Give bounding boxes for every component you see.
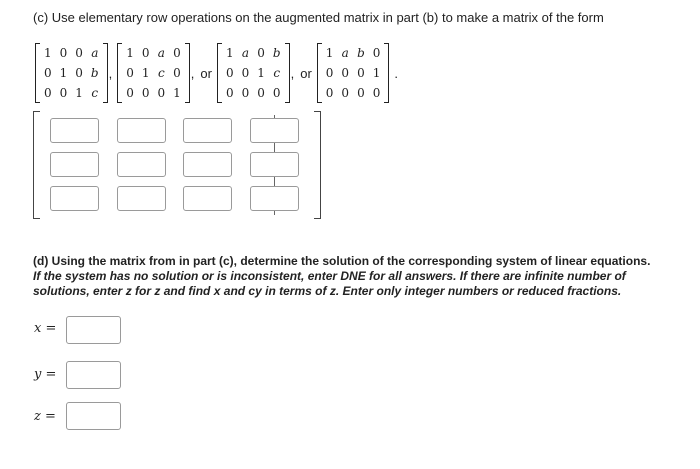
comma-separator: , [290,65,295,81]
z-label: z = [34,409,56,424]
or-separator: or [200,65,212,81]
matrix-cell-r1c3[interactable] [183,118,232,143]
x-answer-input[interactable] [66,316,121,344]
answer-matrix [33,111,321,219]
matrix-cell-r3c4[interactable] [250,186,299,211]
matrix-cell-r2c4[interactable] [250,152,299,177]
x-label: x = [34,321,57,336]
z-answer-input[interactable] [66,402,121,430]
matrix-cell-r2c2[interactable] [117,152,166,177]
matrix-cell-r2c1[interactable] [50,152,99,177]
part-d-instruction [33,254,673,299]
part-d-line-1: (d) Using the matrix from in part (c), determine the solution of the corresponding system of linear equations. [33,254,651,268]
comma-separator: , [108,65,113,81]
period: . [394,65,399,81]
example-matrix-1: 1 0 0 a 0 1 0 b 0 0 1 c [35,43,108,103]
or-separator: or [300,65,312,81]
y-answer-input[interactable] [66,361,121,389]
comma-separator: , [190,65,195,81]
example-matrices-row [33,40,401,106]
part-d-line-3: solutions, enter z for z and find x and cy in terms of z. Enter only integer numbers or reduced fractions. [33,284,622,298]
example-matrix-4: 1 a b 0 0 0 0 1 0 0 0 0 [317,43,390,103]
matrix-cell-r1c1[interactable] [50,118,99,143]
matrix-cell-r1c2[interactable] [117,118,166,143]
part-d-line-2: If the system has no solution or is inconsistent, enter DNE for all answers. If there are infinite number of [33,269,626,283]
matrix-cell-r3c2[interactable] [117,186,166,211]
part-c-instruction: (c) Use elementary row operations on the augmented matrix in part (b) to make a matrix of the form [33,10,604,25]
matrix-cell-r3c3[interactable] [183,186,232,211]
matrix-cell-r1c4[interactable] [250,118,299,143]
example-matrix-2: 1 0 a 0 0 1 c 0 0 0 0 1 [117,43,190,103]
matrix-cell-r2c3[interactable] [183,152,232,177]
y-label: y = [34,367,57,382]
matrix-cell-r3c1[interactable] [50,186,99,211]
example-matrix-3: 1 a 0 b 0 0 1 c 0 0 0 0 [217,43,290,103]
